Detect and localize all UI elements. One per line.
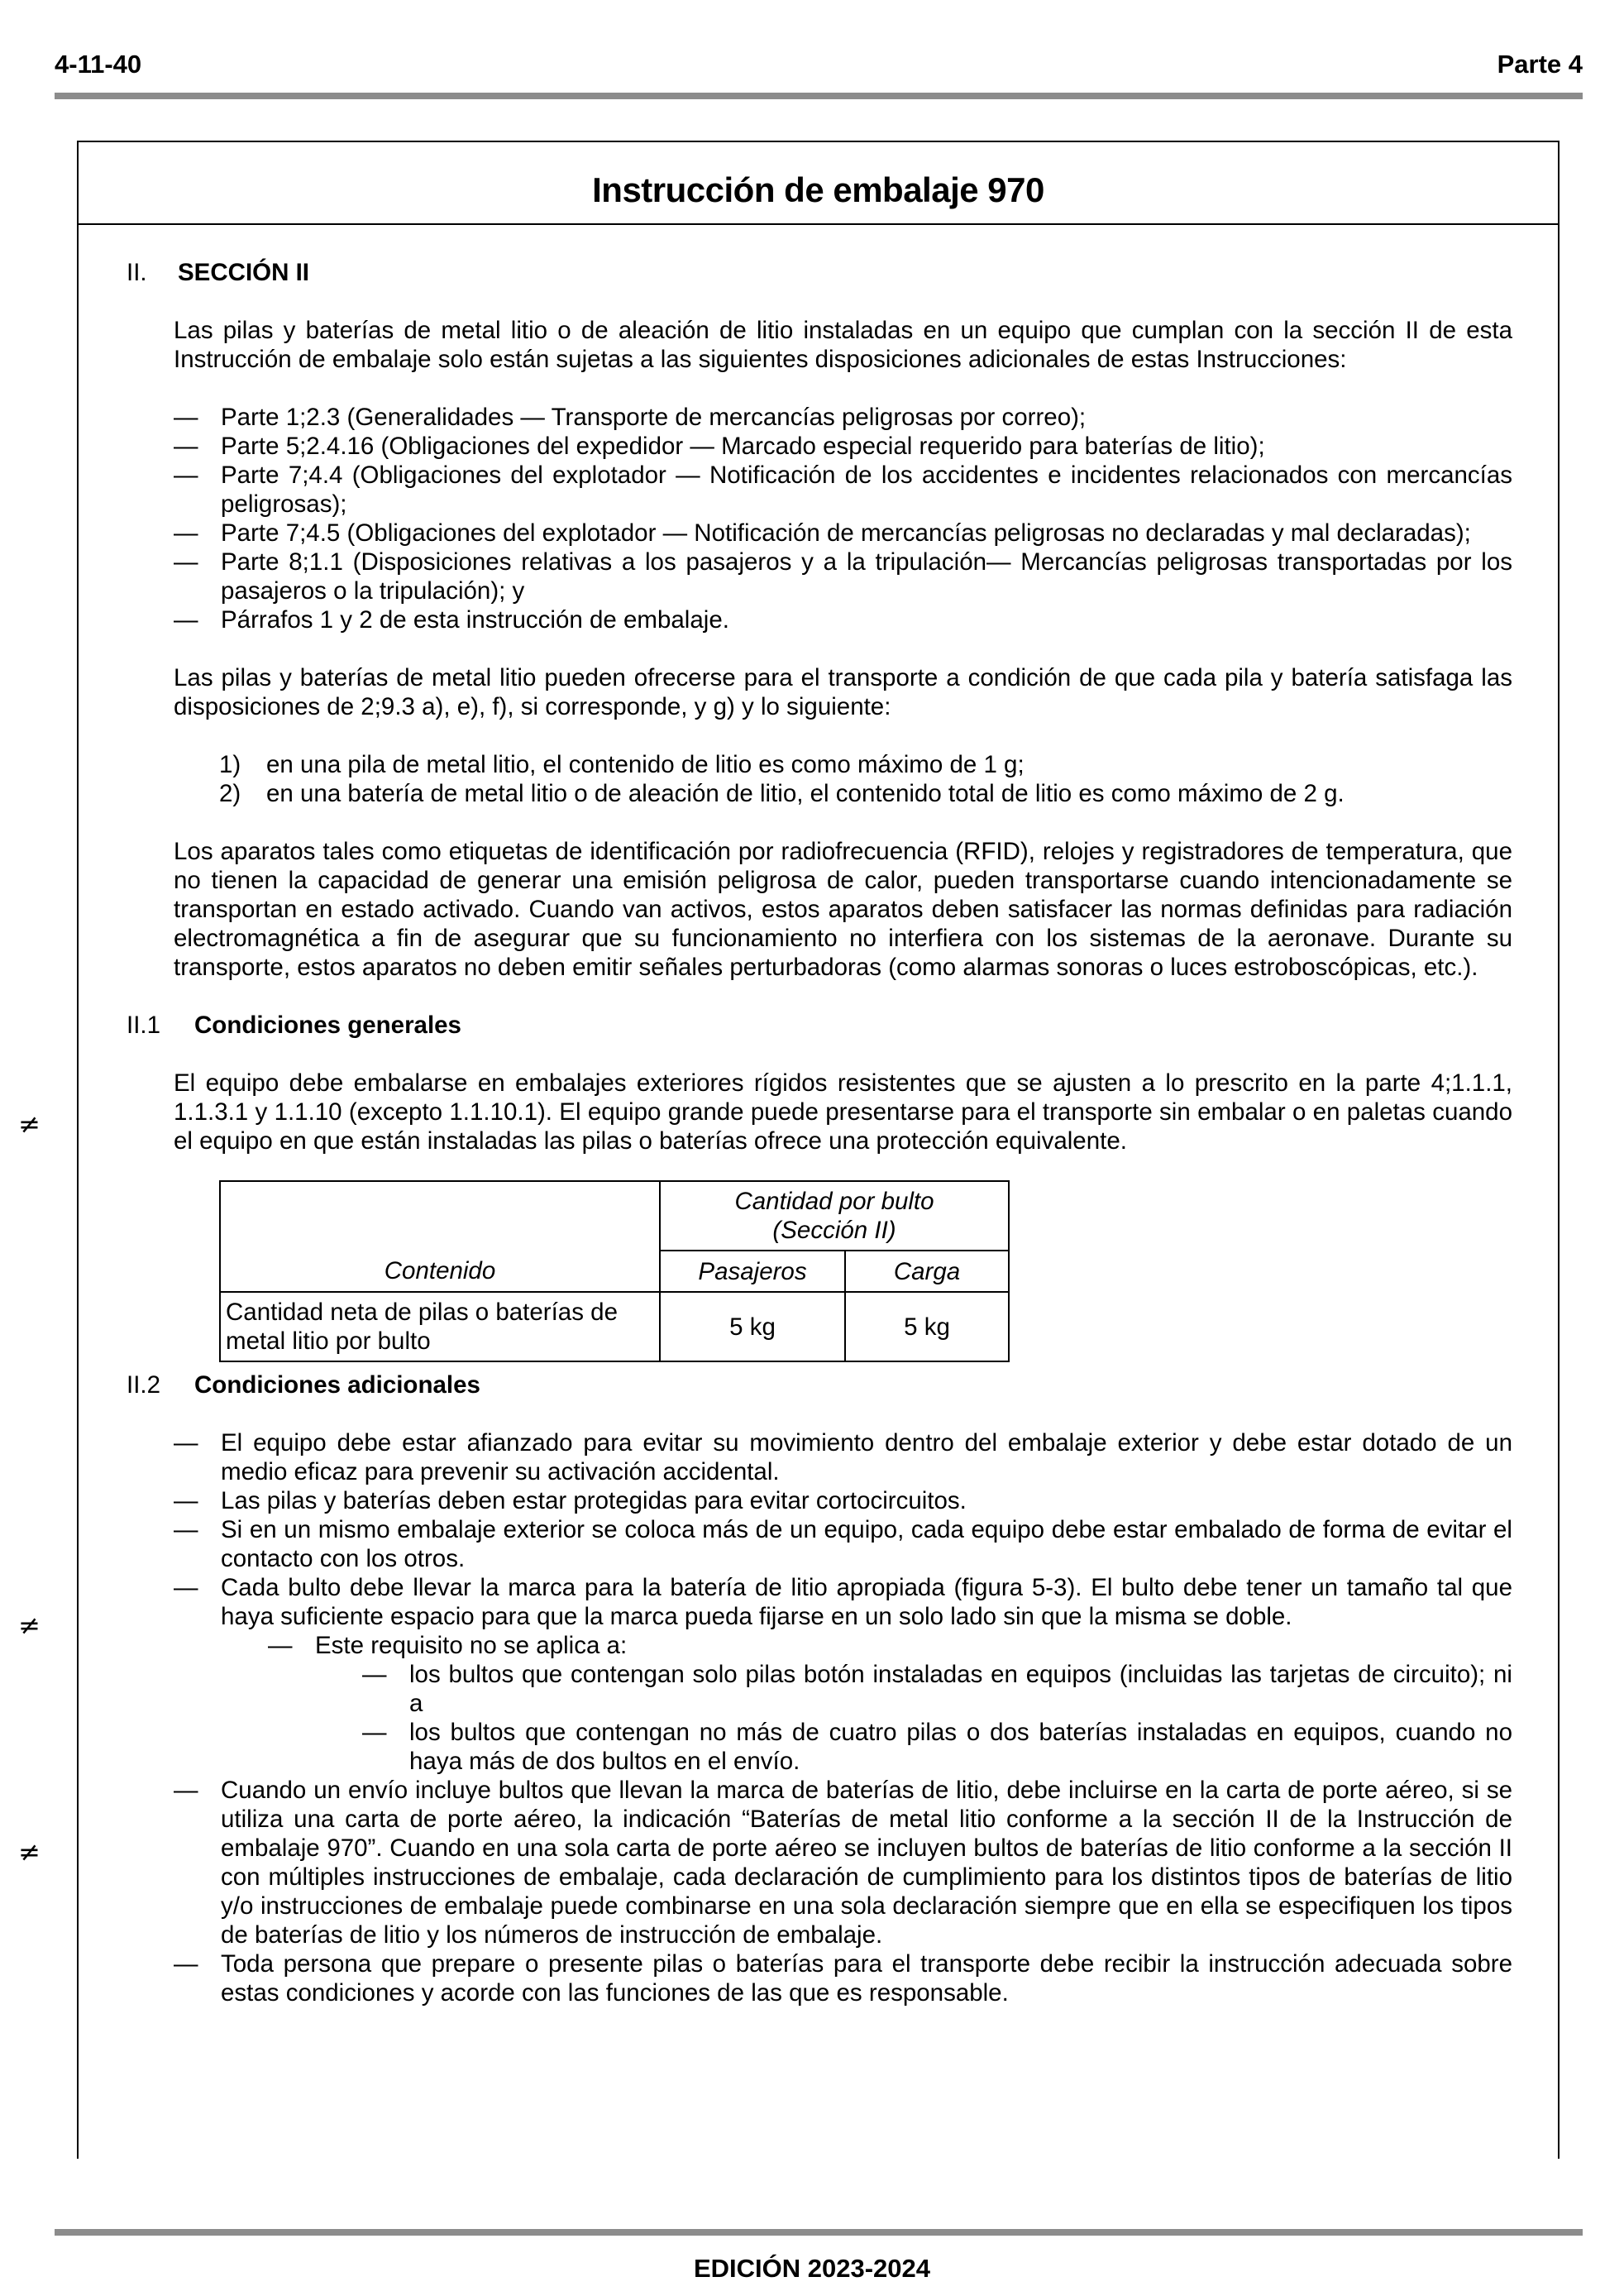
list-item-text: Cada bulto debe llevar la marca para la batería de litio apropiada (figura 5-3). El bulto debe tener un tamaño tal que haya suficiente espacio para que la marca pueda fijarse en un solo lado sin que la misma se doble.: [221, 1574, 1512, 1630]
section-number: II.1: [127, 1012, 160, 1039]
table-col-cargo: Carga: [845, 1251, 1009, 1292]
title-row: [79, 142, 1558, 225]
list-item-text: Parte 5;2.4.16 (Obligaciones del expedidor — Marcado especial requerido para baterías de litio);: [221, 433, 1265, 460]
footer-rule: [55, 2229, 1583, 2236]
section-heading: [79, 258, 1558, 287]
numbered-item-text: en una pila de metal litio, el contenido de litio es como máximo de 1 g;: [266, 751, 1025, 778]
sub-sub-list-item: [362, 1718, 1512, 1776]
section-label: Condiciones adicionales: [194, 1371, 480, 1399]
numbered-item: [219, 779, 1512, 808]
content: [79, 225, 1558, 2007]
item-number: 1): [219, 751, 241, 778]
conditions-paragraph: Las pilas y baterías de metal litio pueden ofrecerse para el transporte a condición de que cada pila y batería satisfaga las disposiciones de 2;9.3 a), e), f), si corresponde, y g) y lo siguiente:: [174, 664, 1512, 720]
list-item-text: Si en un mismo embalaje exterior se coloca más de un equipo, cada equipo debe estar embalado de forma de evitar el contacto con los otros.: [221, 1516, 1512, 1572]
section-label: Condiciones generales: [194, 1012, 461, 1039]
dash-bullet: —: [174, 548, 198, 576]
dash-bullet: —: [174, 606, 198, 634]
dash-bullet: —: [174, 1516, 198, 1543]
dash-bullet: —: [174, 1950, 198, 1978]
dash-bullet: —: [268, 1632, 293, 1659]
dash-bullet: —: [362, 1661, 387, 1688]
sub-list: [268, 1631, 1512, 1776]
page-number: 4-11-40: [55, 50, 142, 79]
section-number: II.: [127, 259, 147, 286]
list-item: [174, 548, 1512, 605]
section-number: II.2: [127, 1371, 160, 1399]
section-heading: [79, 1370, 1558, 1399]
numbered-item-text: en una batería de metal litio o de aleación de litio, el contenido total de litio es como máximo de 2 g.: [266, 780, 1345, 807]
additional-conditions-list: [174, 1428, 1512, 2007]
sub-sub-list-item-text: los bultos que contengan no más de cuatro pilas o dos baterías instaladas en equipos, cuando no haya más de dos bultos en el envío.: [409, 1719, 1512, 1775]
table-qty-header: [660, 1181, 1009, 1251]
dash-bullet: —: [362, 1719, 387, 1746]
sub-sub-list-item: [362, 1660, 1512, 1718]
change-mark: ≠: [18, 1108, 41, 1140]
dash-bullet: —: [174, 462, 198, 489]
sub-list-item: [268, 1631, 1512, 1776]
list-item-text: Párrafos 1 y 2 de esta instrucción de embalaje.: [221, 606, 729, 634]
dash-bullet: —: [174, 519, 198, 547]
list-item-text: Parte 1;2.3 (Generalidades — Transporte de mercancías peligrosas por correo);: [221, 404, 1087, 431]
list-item: [174, 1486, 1512, 1515]
qty-header-line2: (Sección II): [772, 1217, 896, 1244]
dash-bullet: —: [174, 1487, 198, 1514]
table-blank-cell: [220, 1181, 660, 1251]
provisions-list: [174, 403, 1512, 634]
dash-bullet: —: [174, 404, 198, 431]
quantity-table: [219, 1180, 1010, 1362]
list-item-text: Las pilas y baterías deben estar protegidas para evitar cortocircuitos.: [221, 1487, 967, 1514]
table-cargo-value: 5 kg: [845, 1292, 1009, 1361]
dash-bullet: —: [174, 1429, 198, 1457]
edition-footer: EDICIÓN 2023-2024: [693, 2254, 931, 2283]
table-row-label: Cantidad neta de pilas o baterías de metal litio por bulto: [220, 1292, 660, 1361]
list-item-text: Parte 7;4.5 (Obligaciones del explotador — Notificación de mercancías peligrosas no declaradas y mal declaradas);: [221, 519, 1471, 547]
page-title: Instrucción de embalaje 970: [592, 170, 1044, 209]
dash-bullet: —: [174, 433, 198, 460]
section-heading: [79, 1011, 1558, 1040]
section-label: SECCIÓN II: [178, 259, 309, 286]
list-item: [174, 1949, 1512, 2007]
list-item-text: Cuando un envío incluye bultos que llevan la marca de baterías de litio, debe incluirse en la carta de porte aéreo, si se utiliza una carta de porte aéreo, la indicación “Baterías de metal litio conforme a la sección II de la Instrucción de embalaje 970”. Cuando en una sola carta de porte aéreo se incluyen bultos de baterías de litio conforme a la sección II con múltiples instrucciones de embalaje, cada declaración de cumplimiento para los distintos tipos de baterías de litio y/o instrucciones de embalaje puede combinarse en una sola declaración siempre que en ella se especifiquen los tipos de baterías de litio y los números de instrucción de embalaje.: [221, 1777, 1512, 1949]
list-item: [174, 1428, 1512, 1486]
table-col-contents: Contenido: [220, 1251, 660, 1292]
change-mark: ≠: [18, 1836, 41, 1868]
table-passenger-value: 5 kg: [660, 1292, 845, 1361]
instruction-box: [77, 141, 1560, 2159]
part-label: Parte 4: [1497, 50, 1583, 79]
list-item-text: Parte 7;4.4 (Obligaciones del explotador — Notificación de los accidentes e incidentes relacionados con mercancías peligrosas);: [221, 462, 1512, 518]
sub-list-intro: Este requisito no se aplica a:: [315, 1632, 628, 1659]
sub-sub-list: [362, 1660, 1512, 1776]
list-item: [174, 461, 1512, 519]
dash-bullet: —: [174, 1777, 198, 1804]
rfid-paragraph: Los aparatos tales como etiquetas de identificación por radiofrecuencia (RFID), relojes y registradores de temperatura, que no tienen la capacidad de generar una emisión peligrosa de calor, pueden transportarse cuando intencionadamente se transportan en estado activado. Cuando van activos, estos aparatos deben satisfacer las normas definidas para radiación electromagnética a fin de asegurar que su funcionamiento no interfiera con los sistemas de la aeronave. Durante su transporte, estos aparatos no deben emitir señales perturbadoras (como alarmas sonoras o luces estroboscópicas, etc.).: [174, 838, 1512, 981]
change-mark: ≠: [18, 1610, 41, 1641]
numbered-list: [219, 750, 1512, 808]
sub-sub-list-item-text: los bultos que contengan solo pilas botón instaladas en equipos (incluidas las tarjetas de circuito); ni a: [409, 1661, 1512, 1717]
list-item: [174, 403, 1512, 432]
list-item: [174, 1776, 1512, 1949]
list-item-text: Toda persona que prepare o presente pilas o baterías para el transporte debe recibir la instrucción adecuada sobre estas condiciones y acorde con las funciones de las que es responsable.: [221, 1950, 1512, 2007]
list-item: [174, 432, 1512, 461]
item-number: 2): [219, 780, 241, 807]
list-item: [174, 1573, 1512, 1776]
numbered-item: [219, 750, 1512, 779]
list-item-text: Parte 8;1.1 (Disposiciones relativas a los pasajeros y a la tripulación— Mercancías peligrosas transportadas por los pasajeros o la tripulación); y: [221, 548, 1512, 605]
qty-header-line1: Cantidad por bulto: [734, 1188, 934, 1215]
header-rule: [55, 93, 1583, 99]
list-item-text: El equipo debe estar afianzado para evitar su movimiento dentro del embalaje exterior y debe estar dotado de un medio eficaz para prevenir su activación accidental.: [221, 1429, 1512, 1485]
dash-bullet: —: [174, 1574, 198, 1601]
intro-paragraph: Las pilas y baterías de metal litio o de aleación de litio instaladas en un equipo que cumplan con la sección II de esta Instrucción de embalaje solo están sujetas a las siguientes disposiciones adicionales de estas Instrucciones:: [174, 317, 1512, 373]
list-item: [174, 519, 1512, 548]
general-conditions-paragraph: El equipo debe embalarse en embalajes exteriores rígidos resistentes que se ajusten a lo prescrito en la parte 4;1.1.1, 1.1.3.1 y 1.1.10 (excepto 1.1.10.1). El equipo grande puede presentarse para el transporte sin embalar o en paletas cuando el equipo en que están instaladas las pilas o baterías ofrece una protección equivalente.: [174, 1069, 1512, 1155]
list-item: [174, 1515, 1512, 1573]
list-item: [174, 605, 1512, 634]
table-col-passenger: Pasajeros: [660, 1251, 845, 1292]
